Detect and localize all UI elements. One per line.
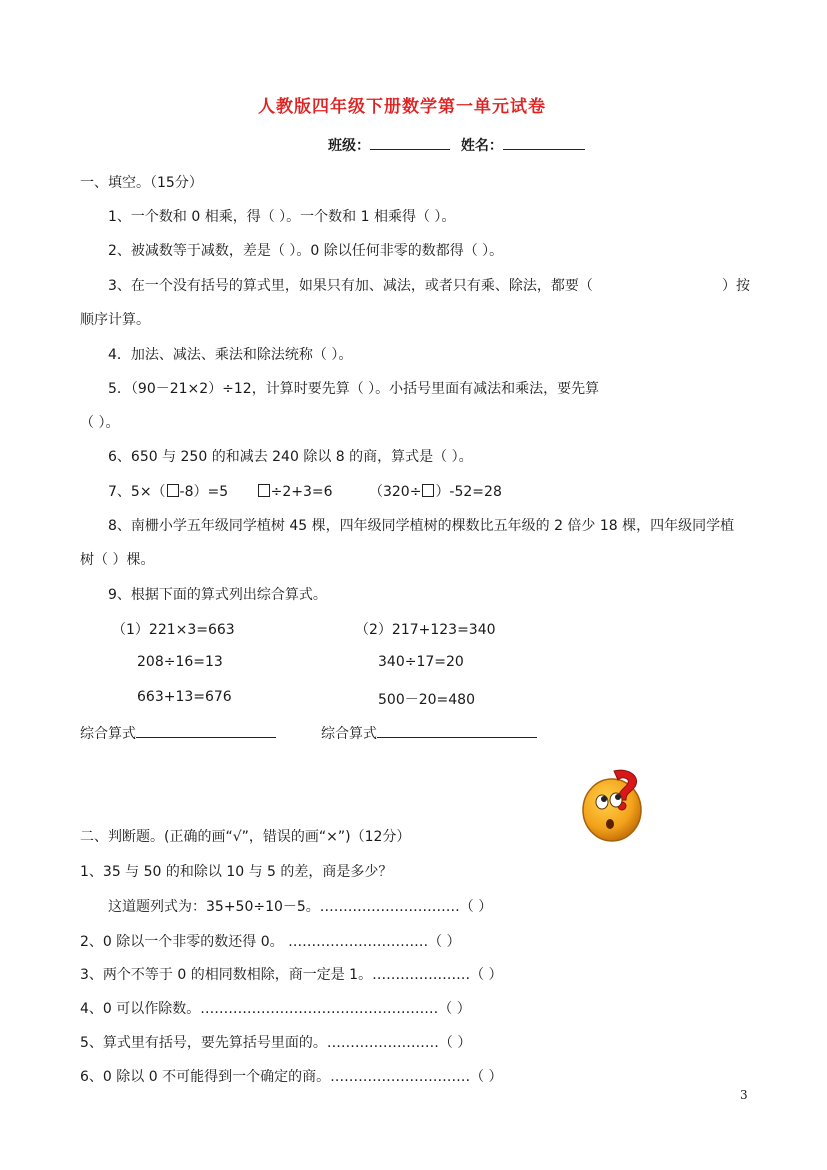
question-1-8-line1: 8、南栅小学五年级同学植树 45 棵，四年级同学植树的棵数比五年级的 2 倍少 18 棵，四年级同学植 bbox=[108, 518, 735, 534]
section2-heading: 二、判断题。(正确的画“√”，错误的画“×”)（12分） bbox=[80, 829, 411, 845]
combined-blank[interactable] bbox=[136, 723, 276, 738]
question-1-3-line1: 3、在一个没有括号的算式里，如果只有加、减法，或者只有乘、除法，都要（ bbox=[108, 278, 593, 294]
judge-1-sub: 这道题列式为：35+50÷10－5。…………………………（ ） bbox=[108, 899, 493, 915]
answer-box[interactable] bbox=[422, 484, 434, 497]
q7-part-c: （320÷ ）-52=28 bbox=[368, 484, 502, 500]
class-blank[interactable] bbox=[370, 135, 450, 150]
judge-4: 4、0 可以作除数。……………………………………………（ ） bbox=[80, 1001, 471, 1017]
question-1-9: 9、根据下面的算式列出综合算式。 bbox=[108, 587, 327, 603]
question-1-8-line2: 树（ ）棵。 bbox=[80, 552, 155, 568]
combined-blank[interactable] bbox=[377, 723, 537, 738]
page-number: 3 bbox=[740, 1088, 748, 1102]
answer-box[interactable] bbox=[167, 484, 179, 497]
q9-left-2: 208÷16=13 bbox=[137, 654, 223, 670]
combined-formula-right bbox=[321, 723, 537, 743]
question-1-4: 4．加法、减法、乘法和除法统称（ ）。 bbox=[108, 347, 353, 363]
thinking-emoji-icon bbox=[580, 768, 652, 844]
section1-heading: 一、填空。（15分） bbox=[80, 175, 203, 191]
question-1-2: 2、被减数等于减数，差是（ ）。0 除以任何非零的数都得（ ）。 bbox=[108, 243, 504, 259]
name-label: 姓名： bbox=[460, 138, 503, 154]
q9-right-3: 500－20=480 bbox=[378, 692, 475, 708]
combined-label: 综合算式 bbox=[321, 726, 377, 742]
combined-label: 综合算式 bbox=[80, 726, 136, 742]
judge-2: 2、0 除以一个非零的数还得 0。 …………………………（ ） bbox=[80, 934, 461, 950]
judge-3: 3、两个不等于 0 的相同数相除，商一定是 1。…………………（ ） bbox=[80, 967, 503, 983]
combined-formula-left bbox=[80, 723, 276, 743]
page-title: 人教版四年级下册数学第一单元试卷 bbox=[258, 97, 546, 117]
question-1-7 bbox=[108, 481, 502, 501]
question-1-5-line1: 5．（90－21×2）÷12，计算时要先算（ ）。小括号里面有减法和乘法，要先算 bbox=[108, 381, 600, 397]
judge-1: 1、35 与 50 的和除以 10 与 5 的差，商是多少？ bbox=[80, 864, 393, 880]
q9-right-1: （2）217+123=340 bbox=[355, 622, 496, 638]
class-label: 班级： bbox=[328, 138, 370, 154]
q7-part-b: ÷2+3=6 bbox=[257, 484, 333, 500]
judge-5: 5、算式里有括号，要先算括号里面的。……………………（ ） bbox=[80, 1035, 472, 1051]
name-blank[interactable] bbox=[503, 135, 585, 150]
q7-part-a: 7、5×（ -8）=5 bbox=[108, 484, 229, 500]
judge-6: 6、0 除以 0 不可能得到一个确定的商。…………………………（ ） bbox=[80, 1069, 503, 1085]
q9-right-2: 340÷17=20 bbox=[378, 654, 464, 670]
question-1-3-close: ）按 bbox=[722, 278, 750, 294]
question-1-1: 1、一个数和 0 相乘，得（ ）。一个数和 1 相乘得（ ）。 bbox=[108, 209, 456, 225]
question-1-5-line2: （ ）。 bbox=[80, 415, 120, 431]
answer-box[interactable] bbox=[258, 484, 270, 497]
q9-left-1: （1）221×3=663 bbox=[112, 622, 235, 638]
q9-left-3: 663+13=676 bbox=[137, 689, 232, 705]
question-1-6: 6、650 与 250 的和减去 240 除以 8 的商，算式是（ ）。 bbox=[108, 449, 473, 465]
question-1-3-line2: 顺序计算。 bbox=[80, 312, 150, 328]
class-name-line bbox=[328, 135, 585, 155]
